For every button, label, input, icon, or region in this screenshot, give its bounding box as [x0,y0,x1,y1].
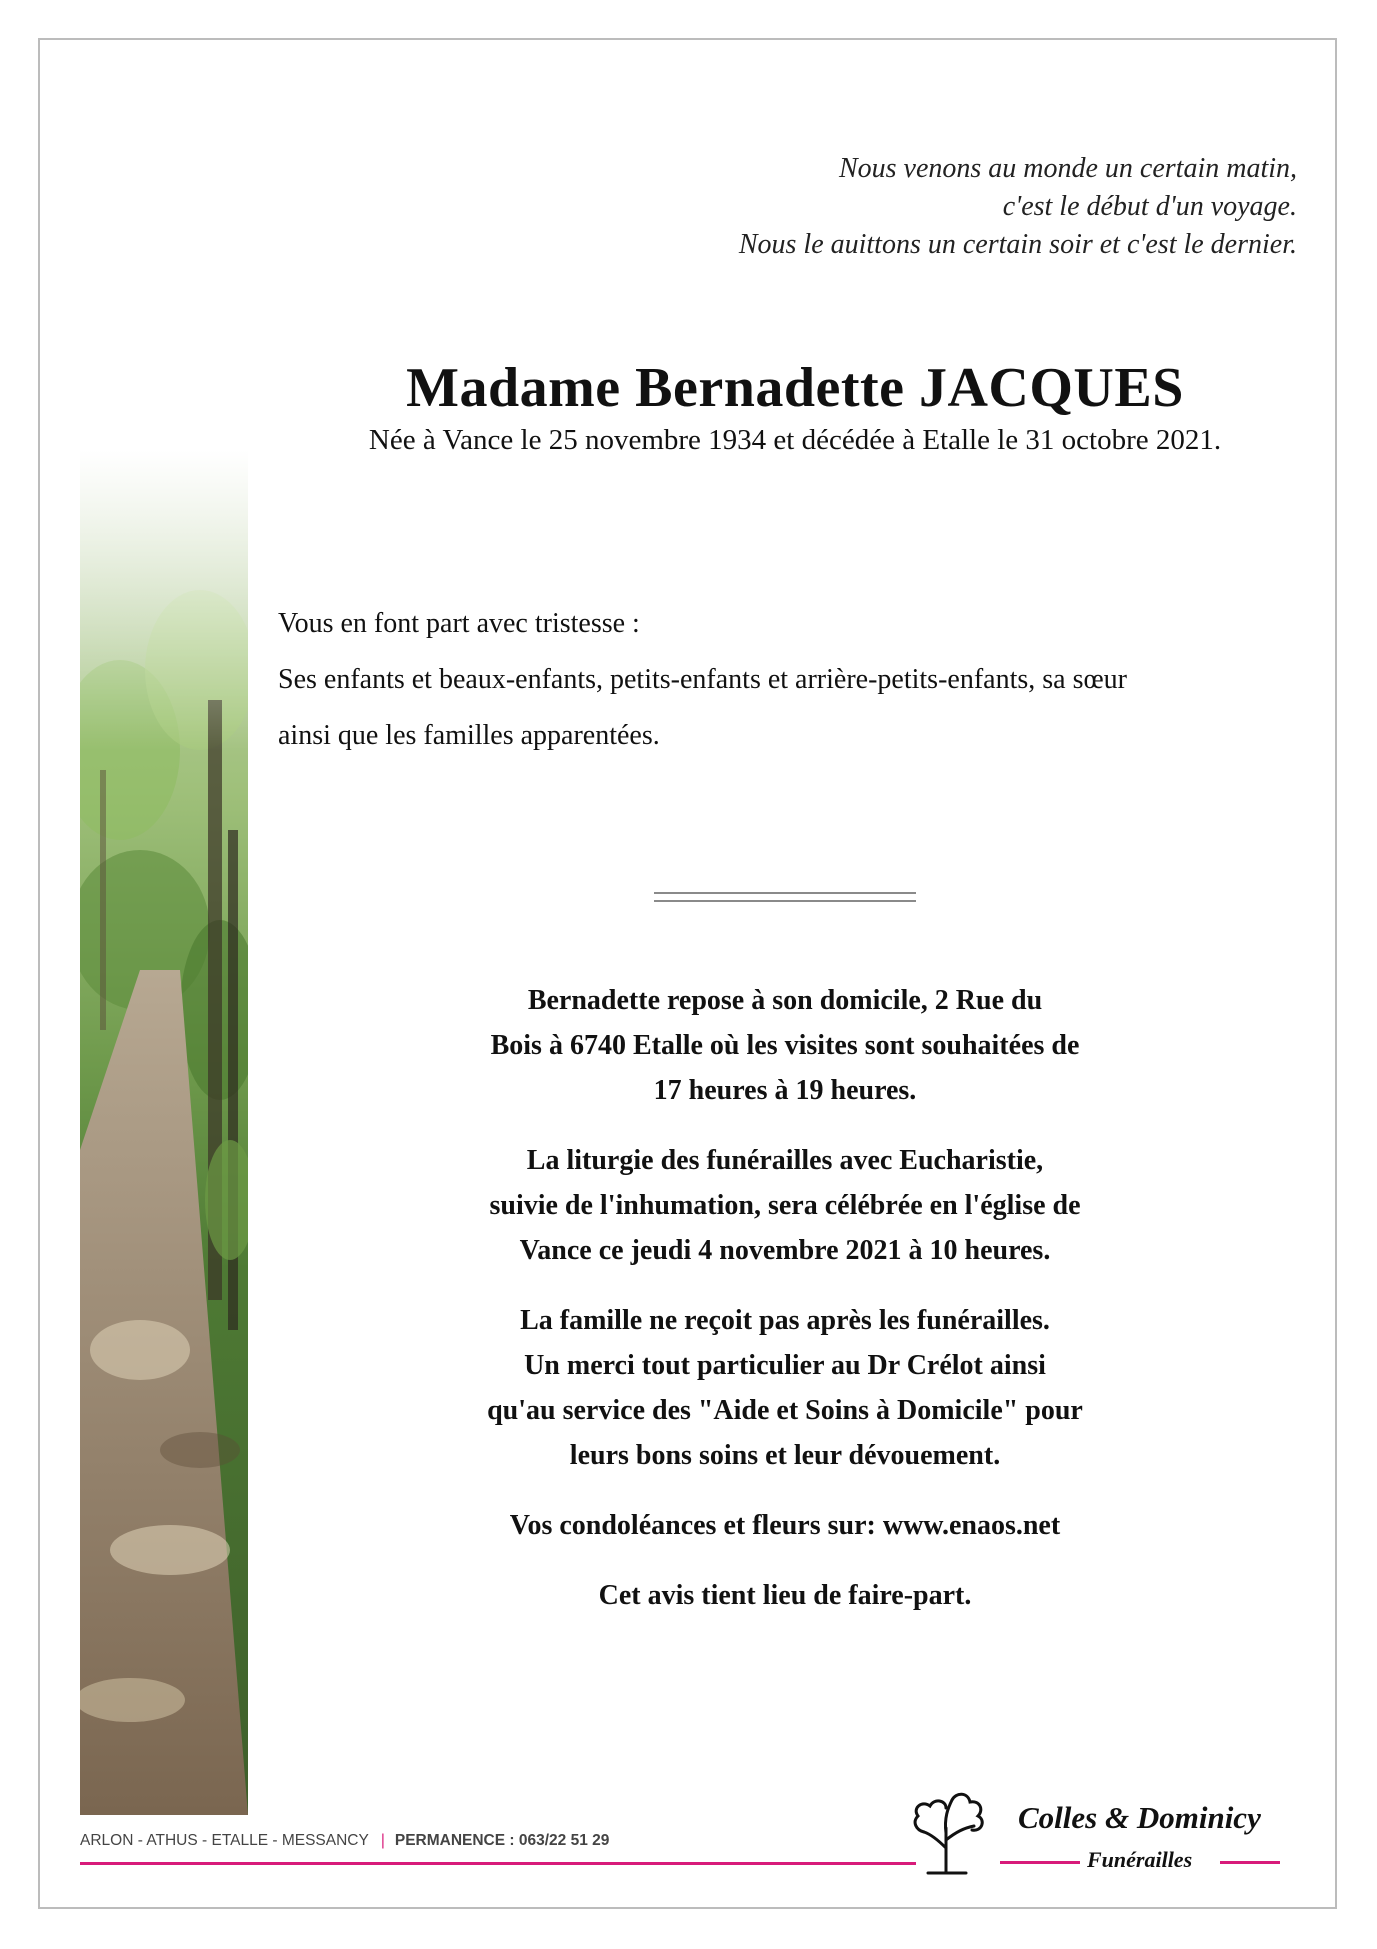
visit-paragraph [420,978,1150,1113]
quote-line: Nous venons au monde un certain matin, [838,153,1297,184]
ceremony-details [420,978,1150,1643]
quote-line: Nous le auittons un certain soir et c'est le dernier. [738,229,1297,260]
brand-accent-line [1000,1861,1080,1864]
text-line: Un merci tout particulier au Dr Crélot ainsi [524,1350,1046,1381]
text-line: Bernadette repose à son domicile, 2 Rue du [527,985,1043,1016]
quote-line: c'est le début d'un voyage. [1002,191,1297,222]
announcement-line: ainsi que les familles apparentées. [278,720,660,751]
opening-quote [397,150,1297,264]
notice-paragraph: Cet avis tient lieu de faire-part. [598,1580,972,1611]
footer-permanence: PERMANENCE : 063/22 51 29 [394,1832,610,1849]
footer-separator: | [380,1832,385,1849]
announcement-intro: Vous en font part avec tristesse : [278,608,640,639]
forest-path-image [80,450,248,1815]
birth-death-dates: Née à Vance le 25 novembre 1934 et décédée à Etalle le 31 octobre 2021. [368,424,1222,456]
announcement [278,596,1298,764]
footer-contact [80,1832,609,1850]
brand-name: Colles & Dominicy [1018,1800,1261,1835]
deceased-name: Madame Bernadette JACQUES [406,357,1184,419]
brand-accent-line [1220,1861,1280,1864]
condolences-paragraph: Vos condoléances et fleurs sur: www.enaos.net [509,1510,1061,1541]
text-line: Bois à 6740 Etalle où les visites sont souhaitées de [490,1030,1080,1061]
text-line: leurs bons soins et leur dévouement. [569,1440,1001,1471]
brand-subtitle: Funérailles [1087,1847,1193,1872]
thanks-paragraph [420,1298,1150,1478]
text-line: 17 heures à 19 heures. [653,1075,917,1106]
text-line: suivie de l'inhumation, sera célébrée en l'église de [489,1190,1081,1221]
footer-accent-line [80,1862,916,1865]
announcement-line: Ses enfants et beaux-enfants, petits-enfants et arrière-petits-enfants, sa sœur [278,664,1128,695]
text-line: Vance ce jeudi 4 novembre 2021 à 10 heures. [519,1235,1051,1266]
liturgy-paragraph [420,1138,1150,1273]
text-line: qu'au service des "Aide et Soins à Domicile" pour [487,1395,1083,1426]
footer-locations: ARLON - ATHUS - ETALLE - MESSANCY [80,1832,369,1849]
text-line: La famille ne reçoit pas après les funérailles. [520,1305,1050,1336]
text-line: La liturgie des funérailles avec Eucharistie, [526,1145,1044,1176]
double-divider [654,892,916,902]
